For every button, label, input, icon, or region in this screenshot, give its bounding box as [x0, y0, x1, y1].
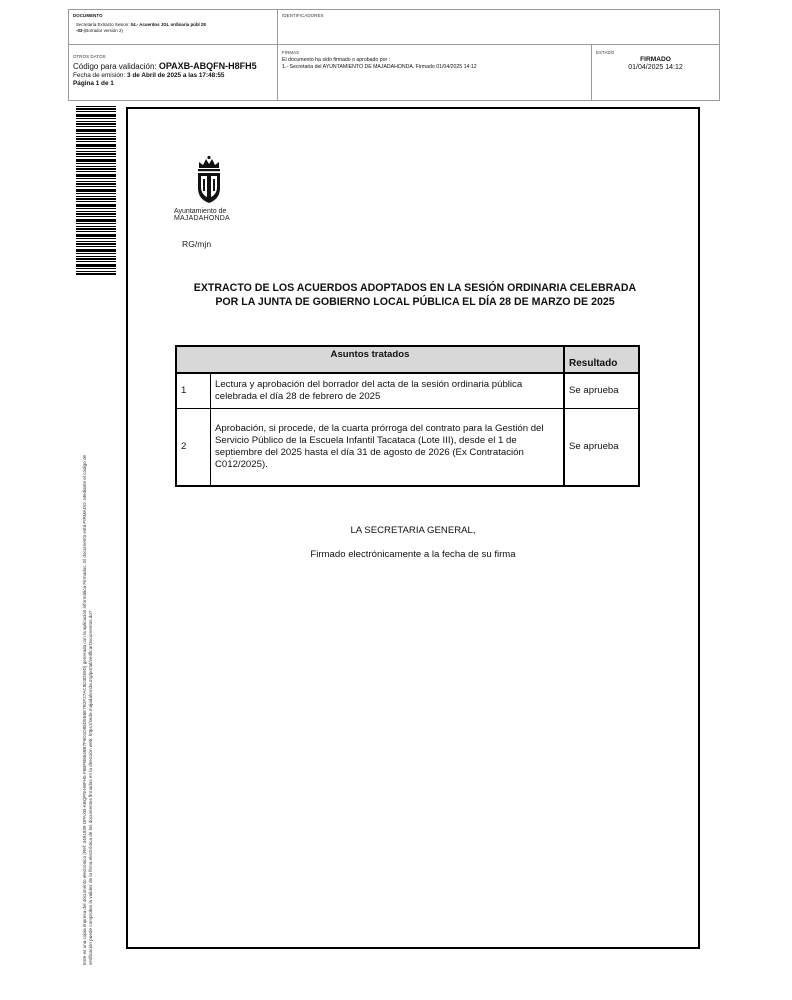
emission-date: 3 de Abril de 2025 a las 17:48:55: [127, 72, 225, 79]
documento-cell: [69, 10, 278, 45]
document-header-box: [68, 9, 720, 101]
otros-datos-cell: [69, 45, 278, 100]
documento-title-cont: -03-: [76, 28, 84, 33]
otros-datos-label: OTROS DATOS: [73, 54, 106, 59]
validation-code: OPAXB-ABQFN-H8FH5: [158, 61, 257, 71]
row-subject: Lectura y aprobación del borrador del acta de la sesión ordinaria pública celebrada el día 28 de febrero de 2025: [211, 373, 565, 409]
estado-cell: [592, 45, 719, 100]
signatory-role: LA SECRETARIA GENERAL,: [350, 525, 476, 536]
status-date: 01/04/2025 14:12: [628, 64, 683, 71]
verification-side-text: [82, 300, 94, 965]
firmas-line-2: 1.- Secretaria del AYUNTAMIENTO DE MAJADAHONDA. Firmado 01/04/2025 14:12: [282, 64, 477, 70]
emission-date-label: Fecha de emisión:: [73, 72, 127, 79]
side-text-line-2: verificación puede comprobar la validez de la firma electrónica de los documentos firmados en la dirección web: https://sede.majadahonda.org/portal/verificarDocumentos.do?: [88, 610, 94, 965]
row-subject: Aprobación, si procede, de la cuarta prórroga del contrato para la Gestión del Servicio Público de la Escuela Infantil Tacataca (Lote III), desde el 1 de septiembre del 2025 hasta el día 31 de agosto de 2026 (Ex Contratación C012/2025).: [211, 409, 565, 487]
row-result: Se aprueba: [564, 373, 639, 409]
document-page: [126, 107, 700, 949]
documento-label: DOCUMENTO: [73, 13, 103, 18]
table-row: [176, 373, 639, 409]
document-title: [168, 281, 662, 309]
firmas-cell: [278, 45, 592, 100]
emission-date-line: [73, 72, 273, 79]
title-line-2: POR LA JUNTA DE GOBIERNO LOCAL PÚBLICA EL DÍA 28 DE MARZO DE 2025: [215, 296, 615, 308]
documento-prefix: Secretaría Extracto Sesion:: [76, 22, 131, 27]
agreements-table: [175, 345, 640, 487]
barcode: [76, 106, 116, 276]
row-number: 2: [176, 409, 211, 487]
documento-version: (Borrador versión 2): [83, 28, 123, 33]
table-row: [176, 409, 639, 487]
firmas-label: FIRMAS: [282, 50, 300, 55]
validation-code-line: [73, 61, 273, 71]
side-text-line-1: Este es una copia impresa del documento electrónico (Ref: 3491939 OPAXB-ABQFN-H8FH5 F6BFB8548B7F9D1D88D5E6E7B2F27AC9D3D59D) generada con la aplicación informática Firmadoc. El documento está FIRMADO. Mediante el código de: [82, 454, 87, 965]
page-count: Página 1 de 1: [73, 80, 114, 87]
firmas-line-1: El documento ha sido firmado o aprobado por :: [282, 57, 391, 63]
table-header-row: [176, 346, 639, 373]
header-resultado: Resultado: [564, 346, 639, 373]
municipal-logo: [174, 155, 244, 222]
identificadores-label: IDENTIFICADORES: [282, 13, 324, 18]
status-badge: FIRMADO: [640, 56, 671, 63]
coat-of-arms-icon: [194, 155, 224, 205]
signature-note: Firmado electrónicamente a la fecha de su firma: [310, 549, 516, 560]
validation-code-label: Código para validación:: [73, 62, 159, 71]
row-result: Se aprueba: [564, 409, 639, 487]
header-asuntos: Asuntos tratados: [176, 346, 564, 373]
logo-line-1: Ayuntamiento de: [174, 208, 227, 215]
documento-title: 04.- Acuerdos JGL ordinaria públ 28: [130, 22, 206, 27]
reference-initials: RG/mjn: [182, 239, 212, 249]
documento-description: [73, 22, 273, 34]
title-line-1: EXTRACTO DE LOS ACUERDOS ADOPTADOS EN LA SESIÓN ORDINARIA CELEBRADA: [193, 282, 637, 294]
row-number: 1: [176, 373, 211, 409]
estado-label: ESTADO: [596, 50, 615, 55]
identificadores-cell: [278, 10, 719, 45]
logo-line-2: MAJADAHONDA: [174, 215, 230, 222]
